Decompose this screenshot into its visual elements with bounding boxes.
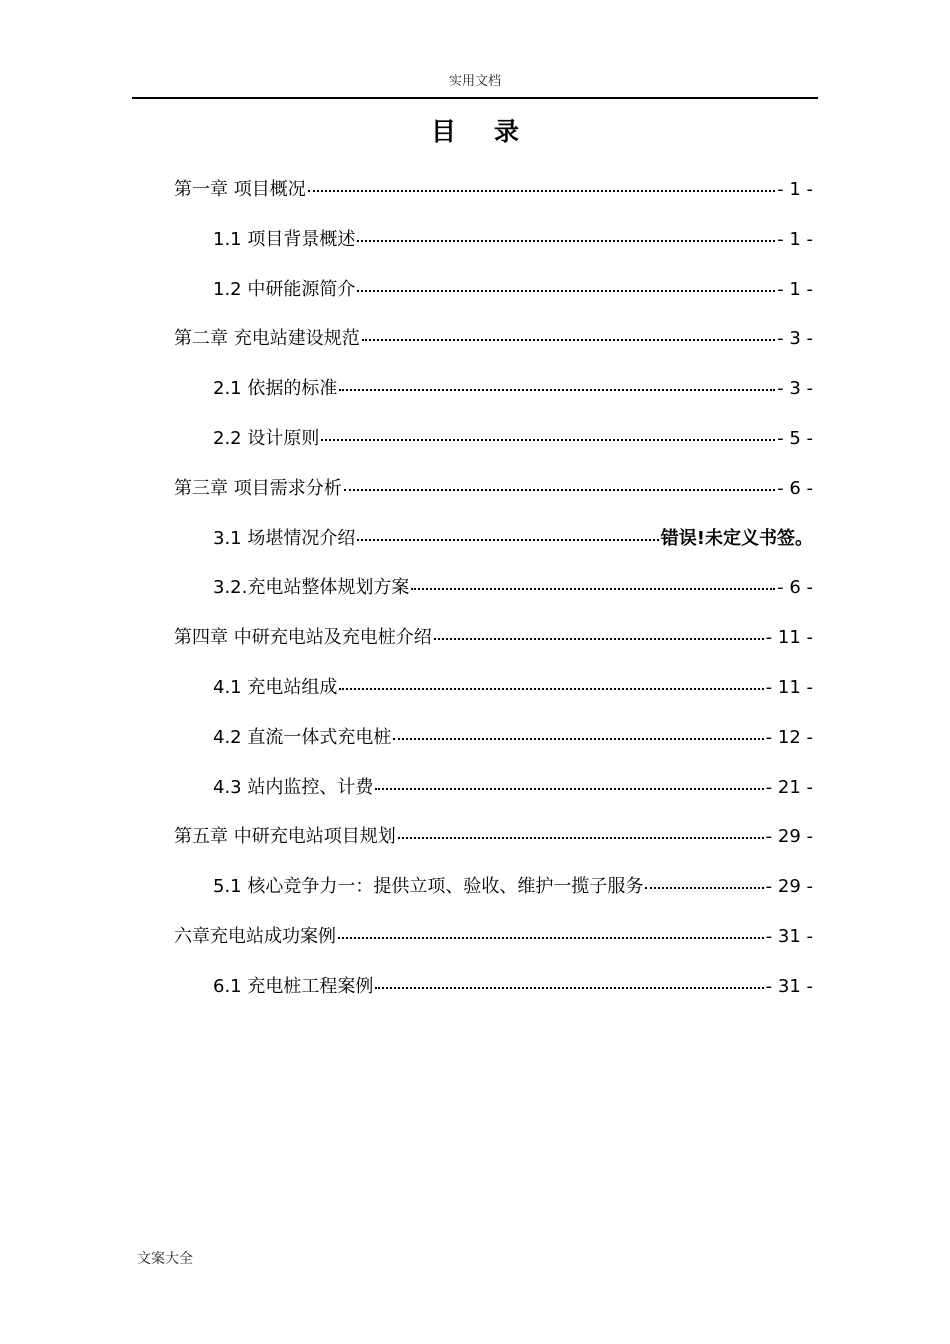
toc-entry[interactable] [213,573,813,603]
toc-entry-page-number: - 21 - [765,777,813,798]
page-header: 实用文档 [448,74,501,89]
toc-entry[interactable] [213,872,813,902]
toc-entry-page-number: - 31 - [765,926,813,947]
toc-entry[interactable] [174,175,813,205]
toc-entry-label: 5.1 核心竞争力一：提供立项、验收、维护一揽子服务 [213,876,644,897]
toc-entry-page-number: - 1 - [777,229,813,250]
toc-dot-leader [645,887,763,889]
toc-entry-label: 3.2.充电站整体规划方案 [213,577,410,598]
toc-entry-page-number: - 11 - [765,627,813,648]
toc-dot-leader [357,240,775,242]
toc-dot-leader [339,688,763,690]
toc-entry[interactable] [213,225,813,255]
toc-entry-page-number: - 29 - [765,826,813,847]
toc-entry-label: 第二章 充电站建设规范 [174,328,360,349]
toc-entry-page-number: - 5 - [777,428,813,449]
toc-entry-label: 3.1 场堪情况介绍 [213,528,356,549]
toc-dot-leader [398,837,764,839]
toc-entry[interactable] [213,524,813,554]
toc-dot-leader [357,290,775,292]
toc-title: 目录 [430,117,557,146]
toc-entry-page-number: - 1 - [777,179,813,200]
toc-dot-leader [357,539,658,541]
toc-entry-label: 1.2 中研能源简介 [213,279,356,300]
toc-dot-leader [321,439,775,441]
toc-entry[interactable] [213,673,813,703]
toc-entry[interactable] [213,723,813,753]
toc-dot-leader [339,389,775,391]
toc-entry-page-number: - 1 - [777,279,813,300]
toc-entry-page-number: - 6 - [777,478,813,499]
toc-entry-label: 第四章 中研充电站及充电桩介绍 [174,627,432,648]
toc-entry-page-number: 错误!未定义书签。 [660,528,813,549]
toc-entry-label: 第五章 中研充电站项目规划 [174,826,396,847]
toc-dot-leader [393,738,763,740]
toc-dot-leader [375,788,763,790]
toc-dot-leader [434,638,764,640]
toc-entry-label: 4.3 站内监控、计费 [213,777,374,798]
toc-dot-leader [308,190,775,192]
toc-entry[interactable] [174,623,813,653]
toc-entry[interactable] [174,474,813,504]
toc-dot-leader [411,588,775,590]
toc-entry[interactable] [213,424,813,454]
toc-entry-label: 6.1 充电桩工程案例 [213,976,374,997]
toc-entry-label: 第一章 项目概况 [174,179,306,200]
toc-entry-label: 第三章 项目需求分析 [174,478,342,499]
toc-entry[interactable] [174,822,813,852]
toc-entry-label: 2.1 依据的标准 [213,378,338,399]
header-rule [132,97,818,99]
toc-entry[interactable] [213,972,813,1002]
toc-entry-page-number: - 3 - [777,328,813,349]
toc-entry-label: 1.1 项目背景概述 [213,229,356,250]
toc-entry-page-number: - 29 - [765,876,813,897]
toc-entry-label: 4.2 直流一体式充电桩 [213,727,392,748]
toc-entry-page-number: - 3 - [777,378,813,399]
toc-entry[interactable] [174,922,813,952]
toc-dot-leader [375,987,763,989]
toc-dot-leader [344,489,775,491]
toc-entry-page-number: - 6 - [777,577,813,598]
toc-entry-page-number: - 31 - [765,976,813,997]
toc-entry[interactable] [213,773,813,803]
toc-entry-label: 六章充电站成功案例 [174,926,336,947]
toc-entry-page-number: - 12 - [765,727,813,748]
page-footer: 文案大全 [137,1251,193,1267]
toc-dot-leader [338,937,764,939]
toc-dot-leader [362,339,775,341]
toc-entry-label: 4.1 充电站组成 [213,677,338,698]
toc-entry-page-number: - 11 - [765,677,813,698]
toc-entry[interactable] [174,324,813,354]
toc-entry[interactable] [213,275,813,305]
toc-entry[interactable] [213,374,813,404]
toc-entry-label: 2.2 设计原则 [213,428,320,449]
